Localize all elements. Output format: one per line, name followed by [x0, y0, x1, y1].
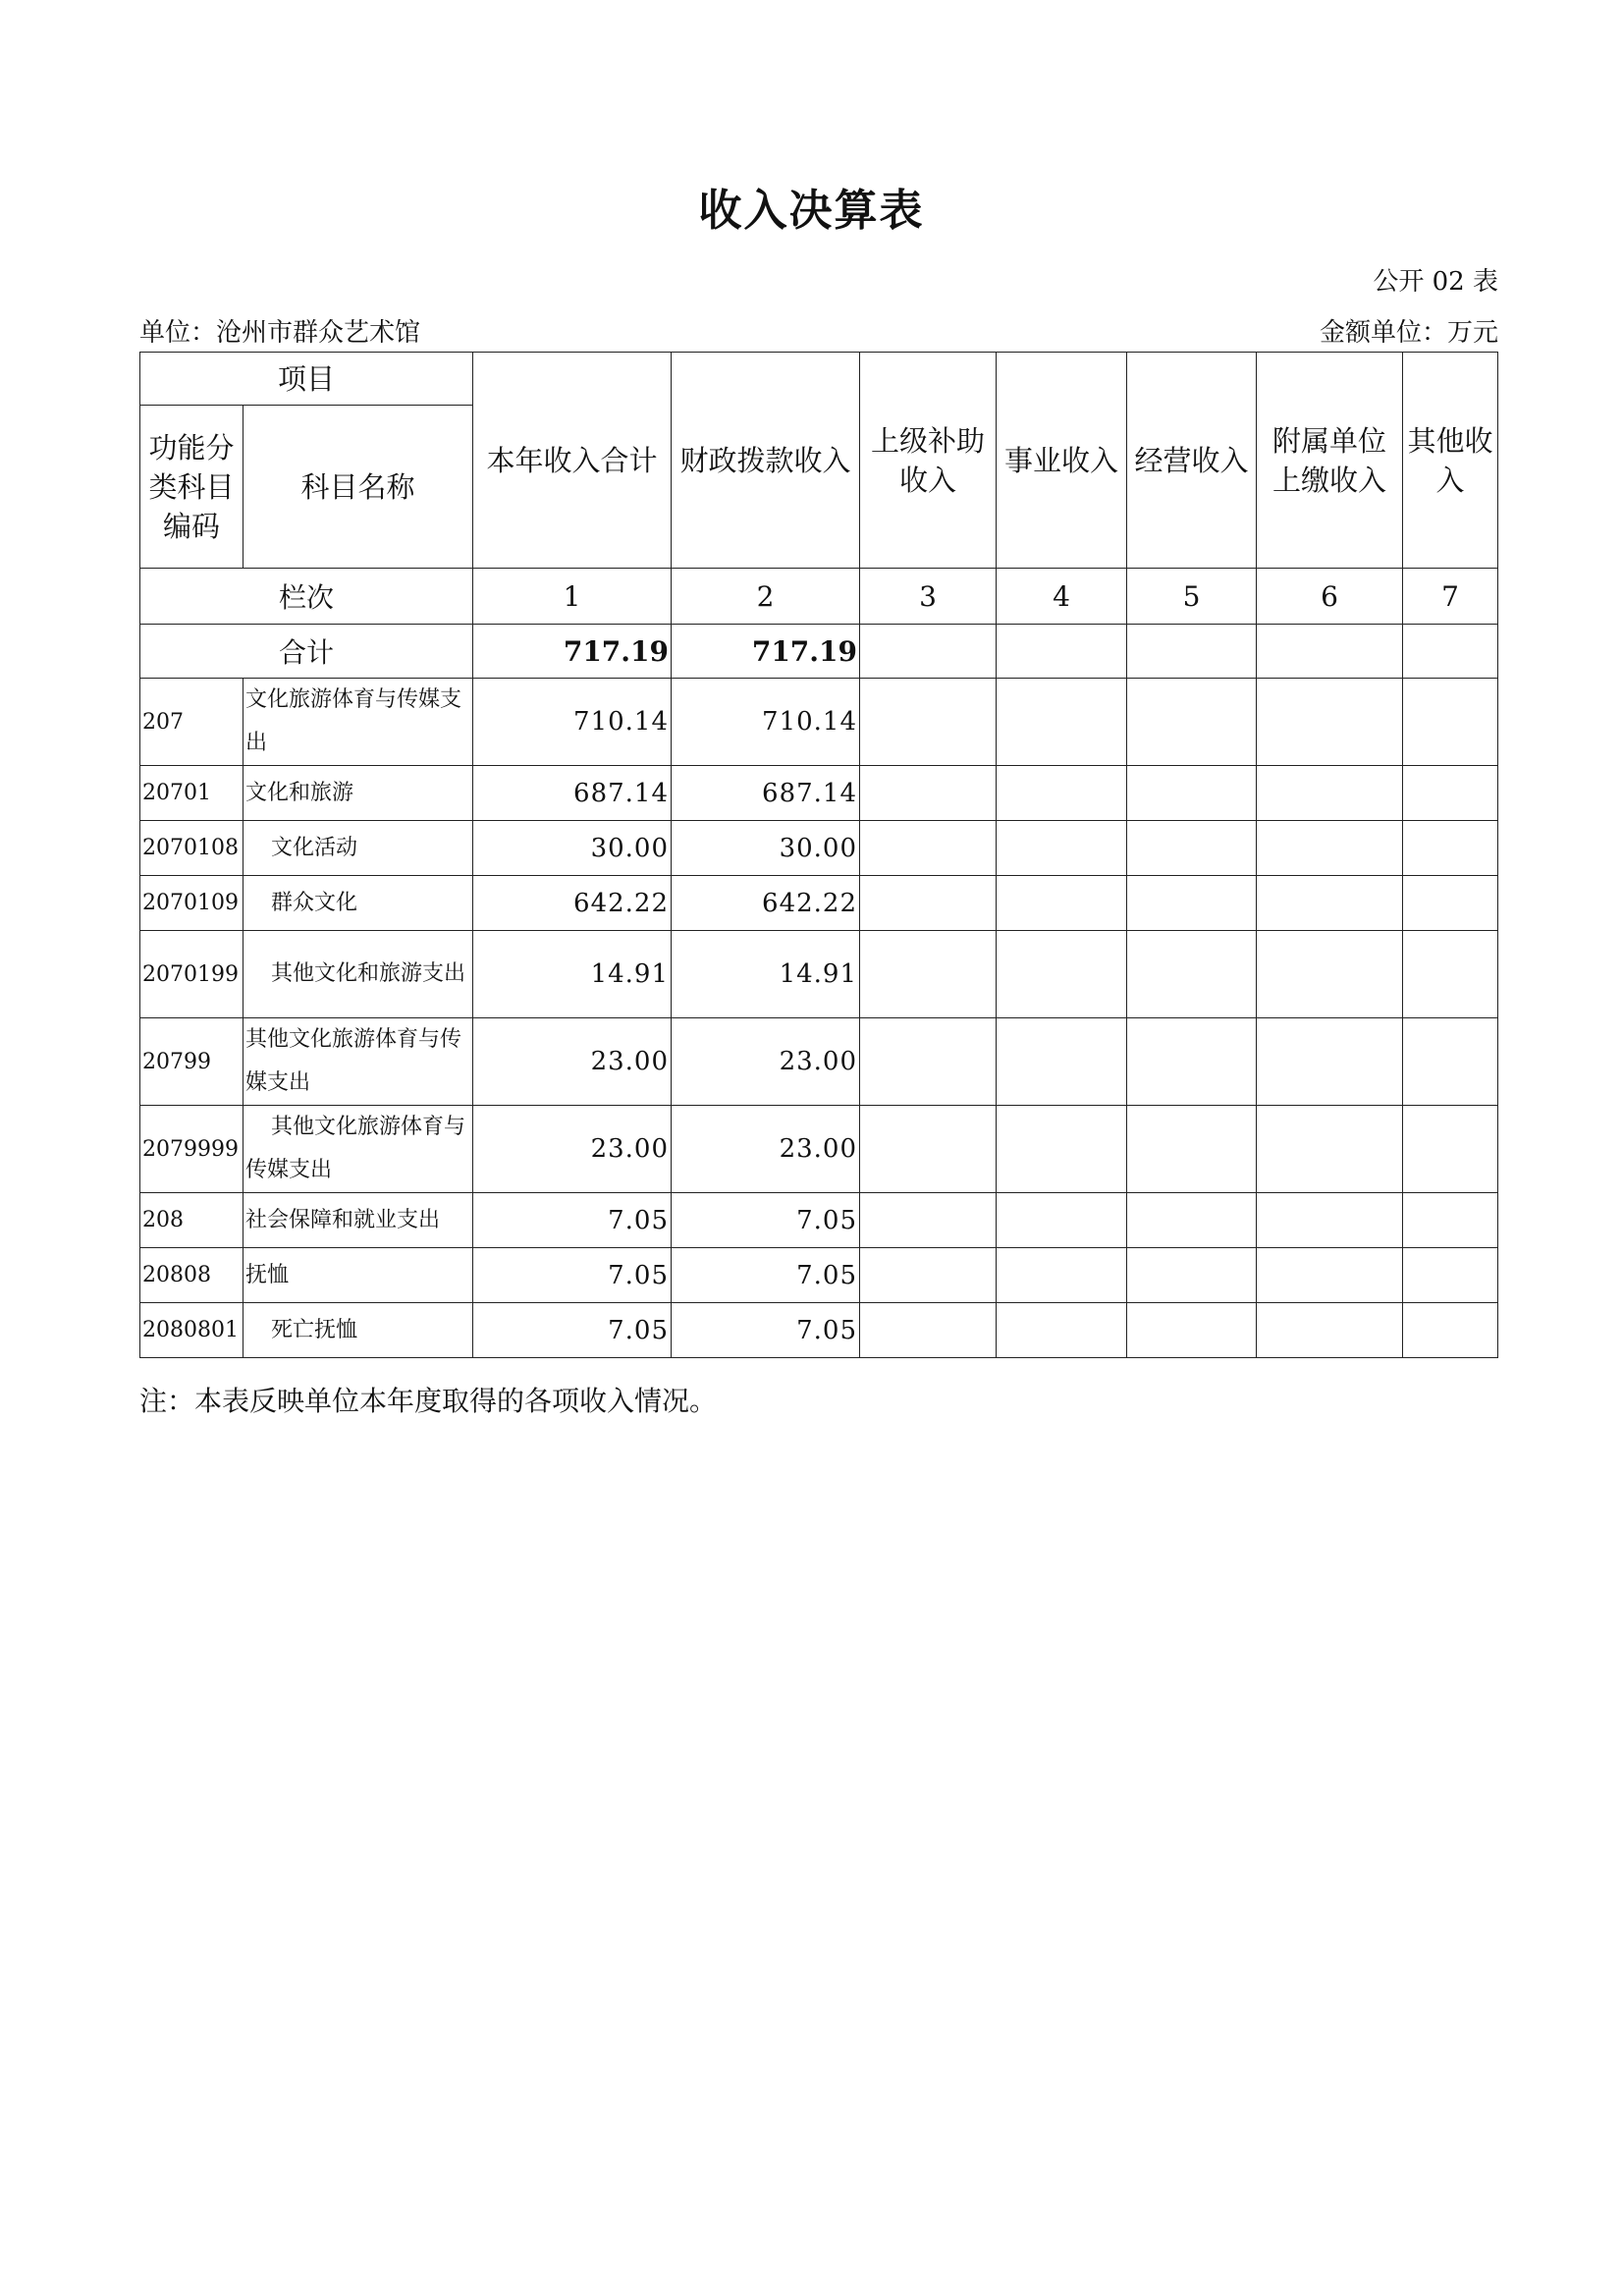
- amount-cell: 30.00: [473, 821, 672, 876]
- amount-cell: [1127, 1248, 1257, 1303]
- amount-cell: [997, 821, 1127, 876]
- amount-cell: 7.05: [473, 1248, 672, 1303]
- amount-cell: [997, 1106, 1127, 1193]
- amount-cell: 7.05: [473, 1193, 672, 1248]
- subject-name: 死亡抚恤: [243, 1303, 473, 1358]
- amount-cell: 710.14: [672, 679, 860, 766]
- header-other: 其他收入: [1403, 353, 1498, 569]
- amount-cell: 642.22: [672, 876, 860, 931]
- amount-cell: [1127, 766, 1257, 821]
- subject-name: 社会保障和就业支出: [243, 1193, 473, 1248]
- subject-name: 其他文化旅游体育与传媒支出: [243, 1018, 473, 1106]
- amount-cell: [1257, 1018, 1403, 1106]
- header-item: 项目: [140, 353, 473, 406]
- form-number: 公开 02 表: [1373, 267, 1498, 297]
- amount-cell: [1403, 821, 1498, 876]
- amount-cell: [1257, 931, 1403, 1018]
- header-operating: 经营收入: [1127, 353, 1257, 569]
- subject-name: 其他文化和旅游支出: [243, 931, 473, 1018]
- amount-cell: 23.00: [672, 1018, 860, 1106]
- table-row: [140, 931, 1498, 1018]
- amount-cell: [1257, 766, 1403, 821]
- amount-cell: [1127, 821, 1257, 876]
- table-row: [140, 1193, 1498, 1248]
- amount-cell: [1403, 1248, 1498, 1303]
- amount-cell: 23.00: [473, 1018, 672, 1106]
- amount-cell: [1127, 1106, 1257, 1193]
- subject-name: 抚恤: [243, 1248, 473, 1303]
- subject-code: 208: [140, 1193, 243, 1248]
- amount-cell: 7.05: [672, 1193, 860, 1248]
- amount-cell: 687.14: [672, 766, 860, 821]
- total-value: [1403, 625, 1498, 679]
- subject-name: 群众文化: [243, 876, 473, 931]
- total-row: [140, 625, 1498, 679]
- table-row: [140, 1248, 1498, 1303]
- subject-name: 文化活动: [243, 821, 473, 876]
- amount-cell: [860, 821, 997, 876]
- amount-cell: [1127, 1018, 1257, 1106]
- header-name: 科目名称: [243, 406, 473, 569]
- total-label: 合计: [140, 625, 473, 679]
- header-row-top: [140, 353, 1498, 406]
- subject-code: 2070109: [140, 876, 243, 931]
- header-fiscal: 财政拨款收入: [672, 353, 860, 569]
- amount-cell: [997, 1018, 1127, 1106]
- unit-label: 单位：沧州市群众艺术馆: [139, 318, 421, 348]
- amount-cell: [997, 766, 1127, 821]
- table-row: [140, 821, 1498, 876]
- amount-cell: [860, 1018, 997, 1106]
- amount-cell: [1127, 1303, 1257, 1358]
- header-business: 事业收入: [997, 353, 1127, 569]
- amount-cell: 7.05: [672, 1248, 860, 1303]
- amount-cell: [860, 679, 997, 766]
- amount-cell: [997, 679, 1127, 766]
- subject-code: 20808: [140, 1248, 243, 1303]
- amount-cell: 687.14: [473, 766, 672, 821]
- currency-label: 金额单位：万元: [1319, 318, 1498, 348]
- amount-cell: [1257, 1248, 1403, 1303]
- amount-cell: [1127, 876, 1257, 931]
- amount-cell: [1257, 1106, 1403, 1193]
- subject-code: 2070199: [140, 931, 243, 1018]
- amount-cell: [1257, 876, 1403, 931]
- unit-line: [139, 312, 1498, 350]
- total-value: 717.19: [473, 625, 672, 679]
- subject-code: 20799: [140, 1018, 243, 1106]
- amount-cell: [860, 1193, 997, 1248]
- table-row: [140, 1018, 1498, 1106]
- table-row: [140, 1106, 1498, 1193]
- amount-cell: [1403, 1193, 1498, 1248]
- amount-cell: [997, 1248, 1127, 1303]
- amount-cell: [860, 876, 997, 931]
- amount-cell: [997, 1303, 1127, 1358]
- header-superior-subsidy: 上级补助收入: [860, 353, 997, 569]
- total-value: [1257, 625, 1403, 679]
- data-rows: [140, 679, 1498, 1358]
- amount-cell: [1403, 1018, 1498, 1106]
- amount-cell: 14.91: [672, 931, 860, 1018]
- table-row: [140, 679, 1498, 766]
- amount-cell: [860, 1248, 997, 1303]
- table-row: [140, 1303, 1498, 1358]
- amount-cell: [1403, 766, 1498, 821]
- amount-cell: [997, 931, 1127, 1018]
- subject-code: 207: [140, 679, 243, 766]
- subject-code: 2079999: [140, 1106, 243, 1193]
- table-row: [140, 766, 1498, 821]
- column-number: 4: [997, 569, 1127, 625]
- amount-cell: 7.05: [672, 1303, 860, 1358]
- column-number: 2: [672, 569, 860, 625]
- amount-cell: [860, 766, 997, 821]
- amount-cell: [860, 1106, 997, 1193]
- amount-cell: 710.14: [473, 679, 672, 766]
- amount-cell: [1403, 931, 1498, 1018]
- header-affiliated: 附属单位上缴收入: [1257, 353, 1403, 569]
- amount-cell: [997, 876, 1127, 931]
- column-row-label: 栏次: [140, 569, 473, 625]
- column-number: 1: [473, 569, 672, 625]
- amount-cell: [1127, 1193, 1257, 1248]
- amount-cell: [1257, 821, 1403, 876]
- amount-cell: [997, 1193, 1127, 1248]
- amount-cell: [1403, 1303, 1498, 1358]
- amount-cell: [1403, 679, 1498, 766]
- amount-cell: [860, 931, 997, 1018]
- column-number: 3: [860, 569, 997, 625]
- column-number: 7: [1403, 569, 1498, 625]
- total-value: [997, 625, 1127, 679]
- amount-cell: [1257, 1193, 1403, 1248]
- income-final-accounts-table: [139, 352, 1498, 1358]
- amount-cell: 30.00: [672, 821, 860, 876]
- amount-cell: 23.00: [672, 1106, 860, 1193]
- amount-cell: [1403, 876, 1498, 931]
- header-code: 功能分类科目编码: [140, 406, 243, 569]
- amount-cell: [1257, 1303, 1403, 1358]
- amount-cell: [1257, 679, 1403, 766]
- amount-cell: 642.22: [473, 876, 672, 931]
- total-value: [860, 625, 997, 679]
- subject-name: 文化旅游体育与传媒支出: [243, 679, 473, 766]
- amount-cell: [1127, 931, 1257, 1018]
- amount-cell: [1403, 1106, 1498, 1193]
- amount-cell: 23.00: [473, 1106, 672, 1193]
- header-total-income: 本年收入合计: [473, 353, 672, 569]
- column-number: 5: [1127, 569, 1257, 625]
- amount-cell: [860, 1303, 997, 1358]
- subject-name: 其他文化旅游体育与传媒支出: [243, 1106, 473, 1193]
- subject-code: 2080801: [140, 1303, 243, 1358]
- column-number: 6: [1257, 569, 1403, 625]
- column-number-row: [140, 569, 1498, 625]
- amount-cell: [1127, 679, 1257, 766]
- footnote: 注：本表反映单位本年度取得的各项收入情况。: [139, 1385, 718, 1417]
- table-row: [140, 876, 1498, 931]
- total-value: 717.19: [672, 625, 860, 679]
- subject-name: 文化和旅游: [243, 766, 473, 821]
- total-value: [1127, 625, 1257, 679]
- page-title: 收入决算表: [698, 186, 925, 236]
- subject-code: 2070108: [140, 821, 243, 876]
- amount-cell: 14.91: [473, 931, 672, 1018]
- amount-cell: 7.05: [473, 1303, 672, 1358]
- subject-code: 20701: [140, 766, 243, 821]
